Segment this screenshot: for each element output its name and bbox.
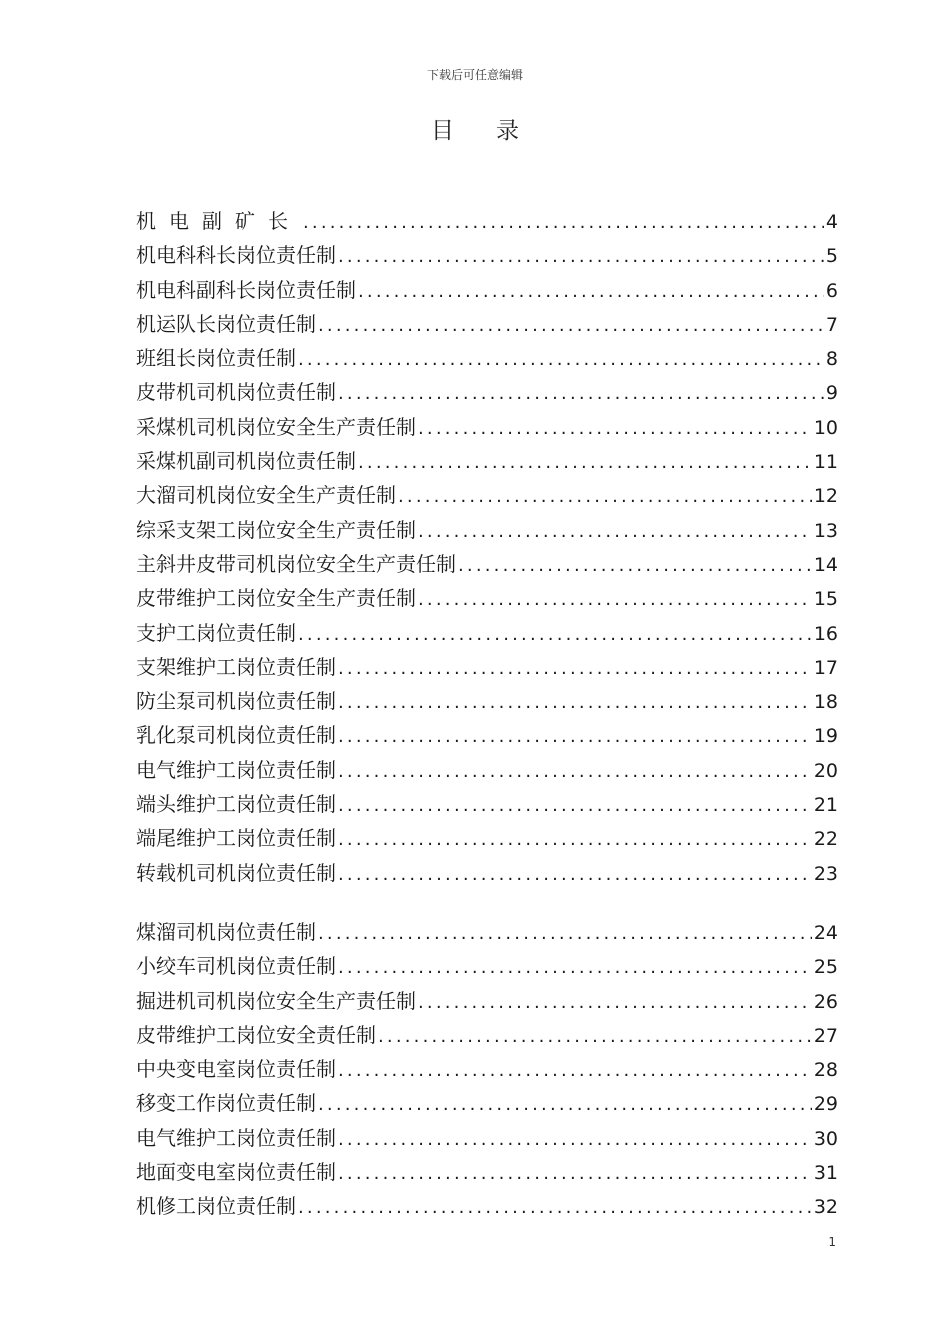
toc-entry-page: 4 xyxy=(825,211,838,233)
toc-entry-label: 电气维护工岗位责任制 xyxy=(136,1125,336,1150)
toc-entry[interactable] xyxy=(136,341,838,375)
toc-entry[interactable] xyxy=(136,1018,838,1052)
toc-entry-label: 采煤机司机岗位安全生产责任制 xyxy=(136,414,416,439)
toc-entry-page: 30 xyxy=(813,1127,838,1150)
toc-entry-label: 机运队长岗位责任制 xyxy=(136,311,316,336)
toc-entry-page: 26 xyxy=(813,990,838,1013)
toc-entry[interactable] xyxy=(136,1052,838,1086)
toc-entry-label: 主斜井皮带司机岗位安全生产责任制 xyxy=(136,551,456,576)
toc-entry-page: 29 xyxy=(813,1093,838,1116)
toc-entry-page: 23 xyxy=(813,862,838,885)
toc-entry[interactable] xyxy=(136,273,838,307)
toc-entry-page: 19 xyxy=(813,725,838,748)
toc-dot-leader xyxy=(338,755,812,789)
toc-dot-leader xyxy=(298,343,824,377)
page-number: 1 xyxy=(828,1235,836,1249)
toc-entry-page: 15 xyxy=(813,588,838,611)
toc-dot-leader xyxy=(298,618,812,652)
toc-dot-leader xyxy=(318,917,812,951)
toc-entry[interactable] xyxy=(136,856,838,890)
toc-entry-label: 机修工岗位责任制 xyxy=(136,1194,296,1219)
toc-entry-label: 支架维护工岗位责任制 xyxy=(136,654,336,679)
toc-entry-page: 13 xyxy=(813,519,838,542)
toc-dot-leader xyxy=(418,515,812,549)
toc-entry-label: 乳化泵司机岗位责任制 xyxy=(136,723,336,748)
toc-entry-label: 大溜司机岗位安全生产责任制 xyxy=(136,483,396,508)
toc-entry-page: 5 xyxy=(825,245,838,268)
toc-entry-page: 8 xyxy=(825,348,838,371)
toc-entry-page: 32 xyxy=(813,1196,838,1219)
toc-dot-leader xyxy=(338,652,812,686)
toc-entry-page: 10 xyxy=(813,416,838,439)
toc-entry[interactable] xyxy=(136,478,838,512)
toc-entry-label: 中央变电室岗位责任制 xyxy=(136,1057,336,1082)
toc-entry-page: 16 xyxy=(813,622,838,645)
toc-dot-leader xyxy=(338,1157,812,1191)
toc-entry-label: 皮带维护工岗位安全责任制 xyxy=(136,1022,376,1047)
toc-entry[interactable] xyxy=(136,1189,838,1223)
toc-dot-leader xyxy=(338,951,812,985)
toc-entry-page: 24 xyxy=(813,921,838,944)
toc-entry-label: 综采支架工岗位安全生产责任制 xyxy=(136,517,416,542)
toc-dot-leader xyxy=(418,412,812,446)
toc-entry-label: 机电科科长岗位责任制 xyxy=(136,243,336,268)
toc-dot-leader xyxy=(338,720,812,754)
toc-entry[interactable] xyxy=(136,787,838,821)
toc-dot-leader xyxy=(358,275,824,309)
toc-entry[interactable] xyxy=(136,1086,838,1120)
toc-entry-label: 端尾维护工岗位责任制 xyxy=(136,826,336,851)
toc-entry-label: 皮带机司机岗位责任制 xyxy=(136,380,336,405)
toc-entry[interactable] xyxy=(136,650,838,684)
toc-dot-leader xyxy=(303,206,824,240)
toc-entry[interactable] xyxy=(136,238,838,272)
toc-dot-leader xyxy=(338,1054,812,1088)
toc-dot-leader xyxy=(458,549,812,583)
toc-entry[interactable] xyxy=(136,684,838,718)
toc-entry[interactable] xyxy=(136,410,838,444)
toc-dot-leader xyxy=(338,823,812,857)
toc-entry[interactable] xyxy=(136,1155,838,1189)
toc-entry-page: 31 xyxy=(813,1162,838,1185)
toc-dot-leader xyxy=(398,480,812,514)
toc-entry[interactable] xyxy=(136,915,838,949)
toc-dot-leader xyxy=(338,789,812,823)
toc-entry-label: 掘进机司机岗位安全生产责任制 xyxy=(136,988,416,1013)
toc-dot-leader xyxy=(418,583,812,617)
toc-entry-page: 28 xyxy=(813,1059,838,1082)
toc-entry-label: 端头维护工岗位责任制 xyxy=(136,792,336,817)
toc-dot-leader xyxy=(378,1020,812,1054)
toc-entry-label: 机电科副科长岗位责任制 xyxy=(136,277,356,302)
toc-entry[interactable] xyxy=(136,949,838,983)
toc-entry-label: 班组长岗位责任制 xyxy=(136,346,296,371)
toc-entry[interactable] xyxy=(136,616,838,650)
toc-entry-label: 移变工作岗位责任制 xyxy=(136,1091,316,1116)
toc-entry-label: 转载机司机岗位责任制 xyxy=(136,860,336,885)
toc-entry[interactable] xyxy=(136,547,838,581)
toc-entry[interactable] xyxy=(136,984,838,1018)
toc-entry-page: 25 xyxy=(813,956,838,979)
toc-dot-leader xyxy=(338,686,812,720)
page-header: 下载后可任意编辑 xyxy=(426,68,523,82)
toc-entry-page: 6 xyxy=(825,279,838,302)
toc-entry-label: 机电副矿长 xyxy=(136,209,301,233)
toc-entry-label: 支护工岗位责任制 xyxy=(136,620,296,645)
toc-entry-label: 地面变电室岗位责任制 xyxy=(136,1160,336,1185)
toc-entry-page: 17 xyxy=(813,656,838,679)
toc-dot-leader xyxy=(318,1088,812,1122)
toc-entry[interactable] xyxy=(136,1121,838,1155)
toc-entry[interactable] xyxy=(136,513,838,547)
toc-entry[interactable] xyxy=(136,444,838,478)
toc-dot-leader xyxy=(318,309,824,343)
toc-entry-page: 18 xyxy=(813,691,838,714)
toc-dot-leader xyxy=(298,1191,812,1225)
toc-entry-label: 采煤机副司机岗位责任制 xyxy=(136,449,356,474)
table-of-contents xyxy=(136,204,838,1224)
toc-dot-leader xyxy=(338,858,812,892)
toc-dot-leader xyxy=(418,986,812,1020)
toc-entry[interactable] xyxy=(136,821,838,855)
toc-entry-label: 煤溜司机岗位责任制 xyxy=(136,919,316,944)
toc-dot-leader xyxy=(338,240,824,274)
toc-dot-leader xyxy=(338,1123,812,1157)
toc-entry-page: 7 xyxy=(825,313,838,336)
page-title: 目录 xyxy=(431,118,561,144)
toc-entry-page: 22 xyxy=(813,828,838,851)
toc-entry-label: 小绞车司机岗位责任制 xyxy=(136,954,336,979)
toc-dot-leader xyxy=(358,446,812,480)
toc-entry-label: 防尘泵司机岗位责任制 xyxy=(136,689,336,714)
toc-entry-page: 9 xyxy=(825,382,838,405)
toc-entry-page: 12 xyxy=(813,485,838,508)
toc-entry-label: 电气维护工岗位责任制 xyxy=(136,757,336,782)
toc-dot-leader xyxy=(338,377,824,411)
toc-entry-label: 皮带维护工岗位安全生产责任制 xyxy=(136,586,416,611)
toc-entry-page: 11 xyxy=(813,451,838,474)
toc-entry[interactable] xyxy=(136,718,838,752)
toc-entry[interactable] xyxy=(136,753,838,787)
toc-entry[interactable] xyxy=(136,581,838,615)
toc-entry[interactable] xyxy=(136,307,838,341)
toc-entry[interactable] xyxy=(136,375,838,409)
toc-entry-page: 20 xyxy=(813,759,838,782)
toc-entry[interactable] xyxy=(136,204,838,238)
toc-entry-page: 21 xyxy=(813,794,838,817)
toc-entry-page: 27 xyxy=(813,1024,838,1047)
toc-entry-page: 14 xyxy=(813,553,838,576)
